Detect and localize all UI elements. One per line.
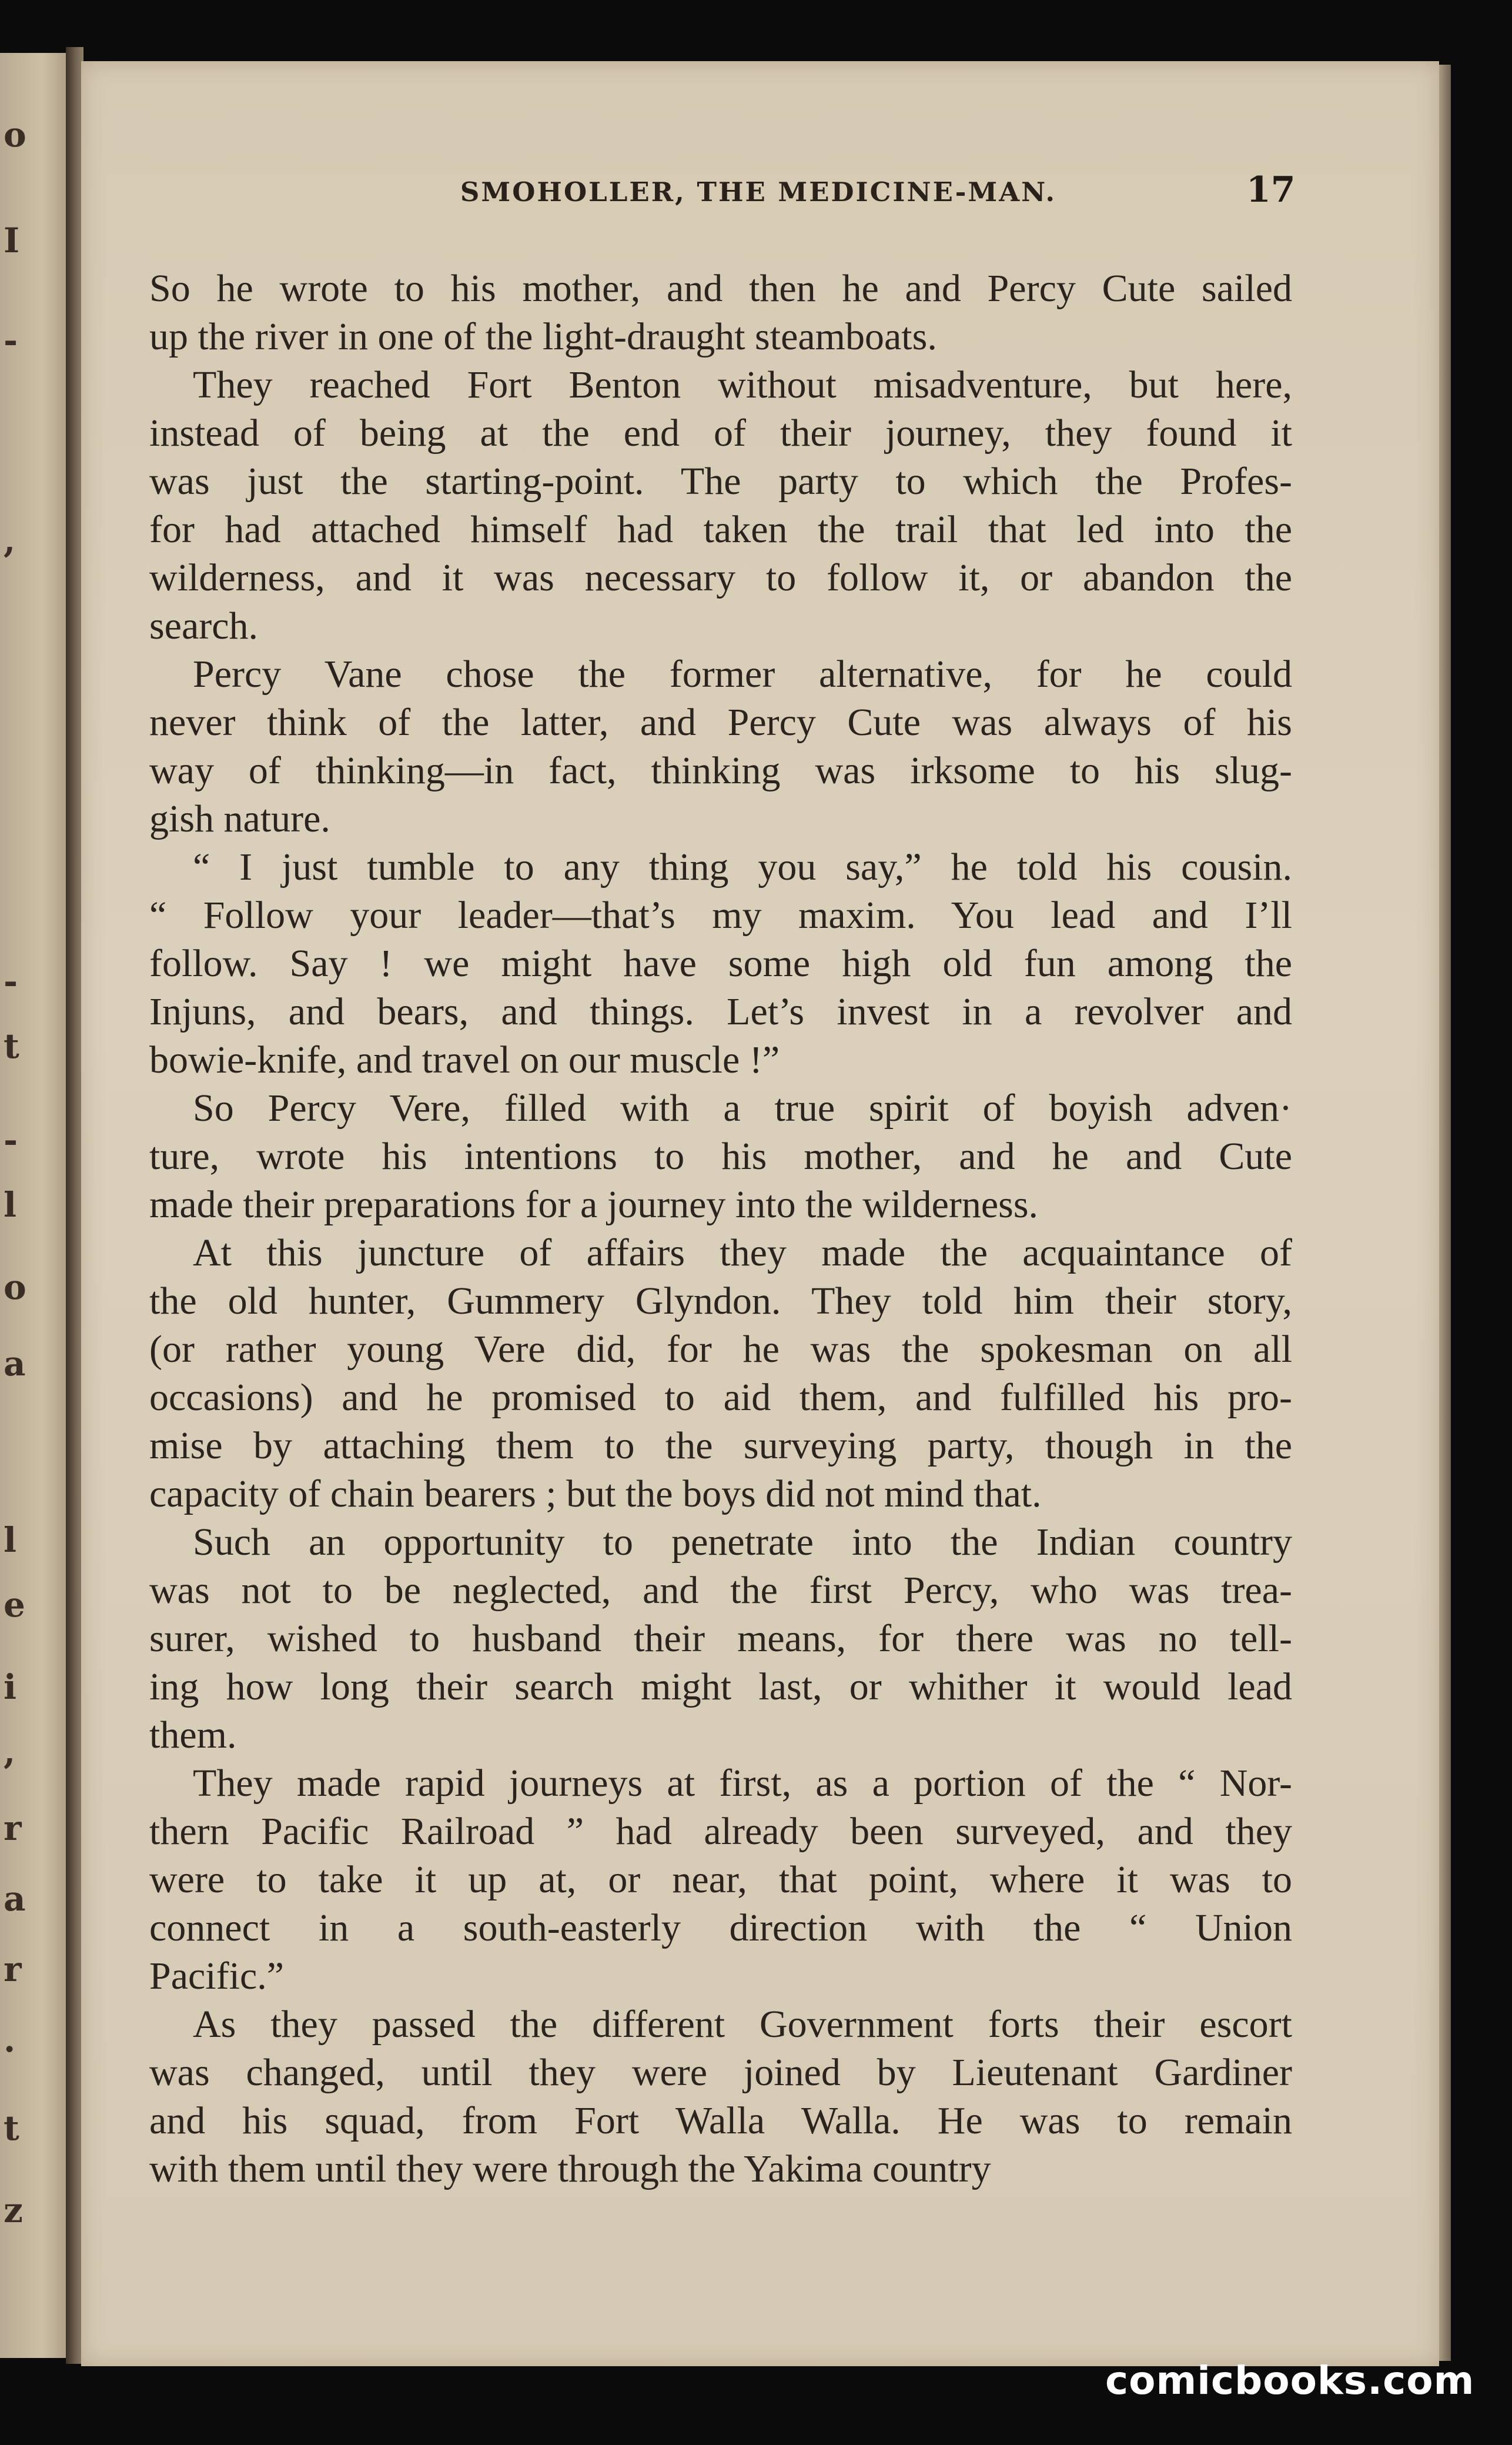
facing-page-fragment: z bbox=[4, 2190, 23, 2230]
text-line: They made rapid journeys at first, as a portion of the “ Nor- bbox=[193, 1762, 1292, 1805]
text-line: was not to be neglected, and the first Percy, who was trea- bbox=[149, 1569, 1292, 1612]
text-line: So Percy Vere, filled with a true spirit of boyish adven· bbox=[193, 1087, 1292, 1130]
paragraph bbox=[149, 1518, 1292, 1759]
facing-page-fragment: r bbox=[4, 1949, 22, 1989]
text-line: “ Follow your leader—that’s my maxim. You lead and I’ll bbox=[149, 894, 1292, 937]
paragraph bbox=[149, 1084, 1292, 1229]
text-line: Percy Vane chose the former alternative, for he could bbox=[193, 653, 1292, 696]
text-line: were to take it up at, or near, that point, where it was to bbox=[149, 1858, 1292, 1901]
body-text bbox=[149, 265, 1292, 2193]
facing-page-fragment: . bbox=[4, 2020, 16, 2060]
text-line: ing how long their search might last, or whither it would lead bbox=[149, 1665, 1292, 1708]
facing-page-fragment: t bbox=[4, 2108, 19, 2148]
text-line: with them until they were through the Yakima country bbox=[149, 2147, 991, 2190]
paragraph bbox=[149, 1759, 1292, 2000]
text-line: Such an opportunity to penetrate into the Indian country bbox=[193, 1521, 1292, 1564]
text-line: thern Pacific Railroad ” had already been surveyed, and they bbox=[149, 1810, 1292, 1853]
text-line: As they passed the different Government forts their escort bbox=[193, 2003, 1292, 2046]
facing-page-fragment: l bbox=[4, 1520, 17, 1560]
text-line: bowie-knife, and travel on our muscle !” bbox=[149, 1038, 780, 1081]
facing-page-fragment: - bbox=[4, 1120, 18, 1160]
text-line: was changed, until they were joined by Lieutenant Gardiner bbox=[149, 2051, 1292, 2094]
facing-page-fragment: a bbox=[4, 1344, 26, 1384]
text-line: capacity of chain bearers ; but the boys did not mind that. bbox=[149, 1472, 1042, 1515]
text-line: (or rather young Vere did, for he was the spokesman on all bbox=[149, 1328, 1292, 1371]
page-stack-edge bbox=[1439, 65, 1451, 2361]
running-head: SMOHOLLER, THE MEDICINE-MAN. bbox=[460, 176, 1057, 208]
facing-page-edge bbox=[0, 53, 71, 2358]
text-line: the old hunter, Gummery Glyndon. They told him their story, bbox=[149, 1280, 1292, 1322]
text-line: search. bbox=[149, 604, 259, 647]
text-line: gish nature. bbox=[149, 797, 330, 840]
text-line: connect in a south-easterly direction with the “ Union bbox=[149, 1906, 1292, 1949]
paragraph bbox=[149, 2000, 1292, 2193]
text-line: mise by attaching them to the surveying party, though in the bbox=[149, 1424, 1292, 1467]
paragraph bbox=[149, 843, 1292, 1084]
text-line: made their preparations for a journey into the wilderness. bbox=[149, 1183, 1039, 1226]
text-line: At this juncture of affairs they made the acquaintance of bbox=[193, 1231, 1292, 1274]
paragraph bbox=[149, 1229, 1292, 1518]
text-line: them. bbox=[149, 1713, 237, 1756]
text-line: up the river in one of the light-draught steamboats. bbox=[149, 315, 937, 358]
watermark-logo: comicbooks.com bbox=[1105, 2358, 1475, 2403]
facing-page-fragment: - bbox=[4, 961, 18, 1001]
text-line: Pacific.” bbox=[149, 1955, 285, 1998]
facing-page-fragment: , bbox=[4, 1732, 16, 1772]
text-line: So he wrote to his mother, and then he and Percy Cute sailed bbox=[149, 267, 1292, 310]
text-line: follow. Say ! we might have some high old fun among the bbox=[149, 942, 1292, 985]
facing-page-fragment: i bbox=[4, 1667, 17, 1707]
text-line: “ I just tumble to any thing you say,” he told his cousin. bbox=[193, 846, 1292, 889]
text-line: occasions) and he promised to aid them, and fulfilled his pro- bbox=[149, 1376, 1292, 1419]
text-line: wilderness, and it was necessary to follow it, or abandon the bbox=[149, 556, 1292, 599]
facing-page-fragment: e bbox=[4, 1585, 25, 1625]
text-line: never think of the latter, and Percy Cute was always of his bbox=[149, 701, 1292, 744]
facing-page-fragment: l bbox=[4, 1185, 17, 1225]
page-number: 17 bbox=[1246, 169, 1296, 211]
text-line: surer, wished to husband their means, for there was no tell- bbox=[149, 1617, 1292, 1660]
facing-page-fragment: o bbox=[4, 115, 26, 155]
text-line: way of thinking—in fact, thinking was irksome to his slug- bbox=[149, 749, 1292, 792]
text-line: for had attached himself had taken the trail that led into the bbox=[149, 508, 1292, 551]
text-line: was just the starting-point. The party to which the Profes- bbox=[149, 460, 1292, 503]
text-line: ture, wrote his intentions to his mother, and he and Cute bbox=[149, 1135, 1292, 1178]
facing-page-fragment: - bbox=[4, 320, 18, 360]
facing-page-fragment: , bbox=[4, 520, 16, 560]
paragraph bbox=[149, 650, 1292, 843]
paragraph bbox=[149, 361, 1292, 650]
facing-page-fragment: r bbox=[4, 1808, 22, 1848]
text-line: instead of being at the end of their journey, they found it bbox=[149, 412, 1292, 455]
facing-page-fragment: o bbox=[4, 1267, 26, 1307]
text-line: They reached Fort Benton without misadventure, but here, bbox=[193, 363, 1292, 406]
text-line: Injuns, and bears, and things. Let’s invest in a revolver and bbox=[149, 990, 1292, 1033]
facing-page-fragment: t bbox=[4, 1026, 19, 1066]
facing-page-fragment: I bbox=[4, 221, 20, 260]
text-line: and his squad, from Fort Walla Walla. He was to remain bbox=[149, 2099, 1292, 2142]
facing-page-fragment: a bbox=[4, 1879, 26, 1919]
paragraph bbox=[149, 265, 1292, 361]
